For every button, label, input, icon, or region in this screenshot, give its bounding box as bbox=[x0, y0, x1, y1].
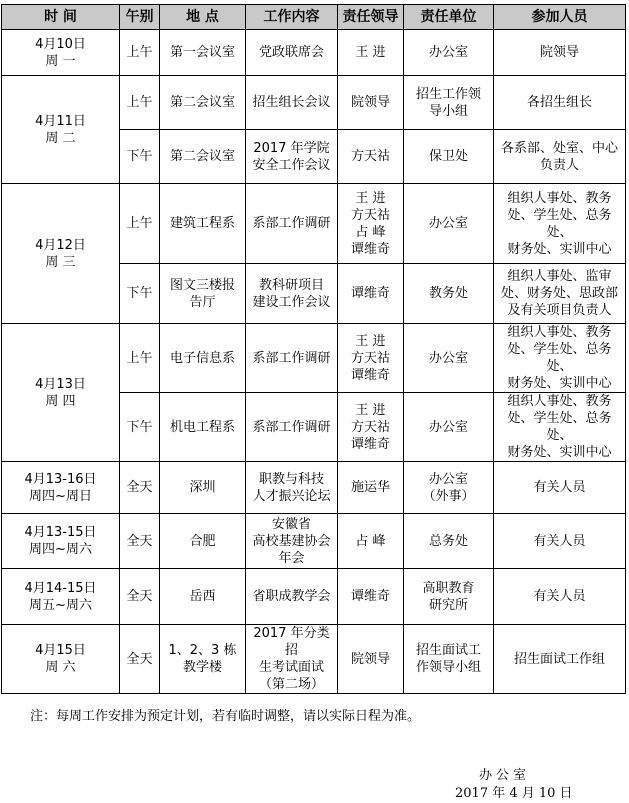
place-cell: 电子信息系 bbox=[160, 324, 246, 393]
unit-cell: 办公室 （外事） bbox=[404, 462, 494, 514]
attendees-cell: 各招生组长 bbox=[494, 76, 626, 130]
unit-cell: 办公室 bbox=[404, 184, 494, 264]
period-cell: 上午 bbox=[120, 76, 160, 130]
unit-cell: 招生工作领 导小组 bbox=[404, 76, 494, 130]
place-cell: 第二会议室 bbox=[160, 76, 246, 130]
leader-cell: 施运华 bbox=[338, 462, 404, 514]
attendees-cell: 组织人事处、教务 处、学生处、总务处、 财务处、实训中心 bbox=[494, 324, 626, 393]
unit-cell: 教务处 bbox=[404, 264, 494, 324]
header-place: 地 点 bbox=[160, 5, 246, 30]
place-cell: 岳西 bbox=[160, 569, 246, 625]
attendees-cell: 组织人事处、教务 处、学生处、总务处、 财务处、实训中心 bbox=[494, 393, 626, 462]
leader-cell: 王 进 方天祜 谭维奇 bbox=[338, 393, 404, 462]
schedule-table bbox=[1, 4, 626, 694]
period-cell: 全天 bbox=[120, 462, 160, 514]
date-cell: 4月13-15日 周四~周六 bbox=[2, 514, 120, 569]
date-cell: 4月11日 周 二 bbox=[2, 76, 120, 184]
leader-cell: 谭维奇 bbox=[338, 569, 404, 625]
signature-date: 2017 年 4 月 10 日 bbox=[455, 786, 573, 801]
date-cell: 4月12日 周 三 bbox=[2, 184, 120, 324]
unit-cell: 办公室 bbox=[404, 30, 494, 76]
unit-cell: 招生面试工 作领导小组 bbox=[404, 625, 494, 694]
schedule-row bbox=[2, 462, 626, 514]
period-cell: 上午 bbox=[120, 324, 160, 393]
schedule-row bbox=[2, 514, 626, 569]
leader-cell: 方天祜 bbox=[338, 130, 404, 184]
attendees-cell: 有关人员 bbox=[494, 514, 626, 569]
signature-office: 办公室 bbox=[479, 768, 531, 783]
date-cell: 4月14-15日 周五~周六 bbox=[2, 569, 120, 625]
period-cell: 下午 bbox=[120, 130, 160, 184]
content-cell: 2017 年学院 安全工作会议 bbox=[246, 130, 338, 184]
header-content: 工作内容 bbox=[246, 5, 338, 30]
schedule-body bbox=[2, 30, 626, 694]
leader-cell: 谭维奇 bbox=[338, 264, 404, 324]
header-period: 午别 bbox=[120, 5, 160, 30]
schedule-row bbox=[2, 569, 626, 625]
header-time: 时 间 bbox=[2, 5, 120, 30]
period-cell: 全天 bbox=[120, 569, 160, 625]
header-leader: 责任领导 bbox=[338, 5, 404, 30]
leader-cell: 王 进 bbox=[338, 30, 404, 76]
date-cell: 4月13-16日 周四~周日 bbox=[2, 462, 120, 514]
place-cell: 深圳 bbox=[160, 462, 246, 514]
schedule-row bbox=[2, 625, 626, 694]
leader-cell: 王 进 方天祜 谭维奇 bbox=[338, 324, 404, 393]
unit-cell: 保卫处 bbox=[404, 130, 494, 184]
leader-cell: 院领导 bbox=[338, 625, 404, 694]
attendees-cell: 院领导 bbox=[494, 30, 626, 76]
place-cell: 合肥 bbox=[160, 514, 246, 569]
unit-cell: 总务处 bbox=[404, 514, 494, 569]
unit-cell: 办公室 bbox=[404, 393, 494, 462]
content-cell: 系部工作调研 bbox=[246, 184, 338, 264]
place-cell: 第二会议室 bbox=[160, 130, 246, 184]
schedule-row bbox=[2, 324, 626, 393]
period-cell: 下午 bbox=[120, 393, 160, 462]
schedule-row bbox=[2, 76, 626, 130]
period-cell: 全天 bbox=[120, 625, 160, 694]
place-cell: 机电工程系 bbox=[160, 393, 246, 462]
place-cell: 建筑工程系 bbox=[160, 184, 246, 264]
date-cell: 4月15日 周 六 bbox=[2, 625, 120, 694]
attendees-cell: 组织人事处、教务 处、学生处、总务处、 财务处、实训中心 bbox=[494, 184, 626, 264]
header-unit: 责任单位 bbox=[404, 5, 494, 30]
content-cell: 职教与科技 人才振兴论坛 bbox=[246, 462, 338, 514]
place-cell: 1、2、3 栋 教学楼 bbox=[160, 625, 246, 694]
period-cell: 上午 bbox=[120, 30, 160, 76]
header-row bbox=[2, 5, 626, 30]
unit-cell: 办公室 bbox=[404, 324, 494, 393]
place-cell: 图文三楼报 告厅 bbox=[160, 264, 246, 324]
date-cell: 4月10日 周 一 bbox=[2, 30, 120, 76]
content-cell: 2017 年分类招 生考试面试 （第二场） bbox=[246, 625, 338, 694]
attendees-cell: 有关人员 bbox=[494, 462, 626, 514]
period-cell: 全天 bbox=[120, 514, 160, 569]
content-cell: 省职成教学会 bbox=[246, 569, 338, 625]
header-attendees: 参加人员 bbox=[494, 5, 626, 30]
leader-cell: 院领导 bbox=[338, 76, 404, 130]
leader-cell: 王 进 方天祜 占 峰 谭维奇 bbox=[338, 184, 404, 264]
footnote: 注：每周工作安排为预定计划，若有临时调整，请以实际日程为准。 bbox=[30, 709, 421, 724]
date-cell: 4月13日 周 四 bbox=[2, 324, 120, 462]
content-cell: 党政联席会 bbox=[246, 30, 338, 76]
content-cell: 系部工作调研 bbox=[246, 324, 338, 393]
period-cell: 下午 bbox=[120, 264, 160, 324]
period-cell: 上午 bbox=[120, 184, 160, 264]
content-cell: 教科研项目 建设工作会议 bbox=[246, 264, 338, 324]
leader-cell: 占 峰 bbox=[338, 514, 404, 569]
attendees-cell: 组织人事处、监审 处、财务处、思政部 及有关项目负责人 bbox=[494, 264, 626, 324]
place-cell: 第一会议室 bbox=[160, 30, 246, 76]
attendees-cell: 招生面试工作组 bbox=[494, 625, 626, 694]
attendees-cell: 各系部、处室、中心 负责人 bbox=[494, 130, 626, 184]
schedule-row bbox=[2, 184, 626, 264]
unit-cell: 高职教育 研究所 bbox=[404, 569, 494, 625]
attendees-cell: 有关人员 bbox=[494, 569, 626, 625]
content-cell: 招生组长会议 bbox=[246, 76, 338, 130]
schedule-row bbox=[2, 30, 626, 76]
content-cell: 安徽省 高校基建协会 年会 bbox=[246, 514, 338, 569]
content-cell: 系部工作调研 bbox=[246, 393, 338, 462]
